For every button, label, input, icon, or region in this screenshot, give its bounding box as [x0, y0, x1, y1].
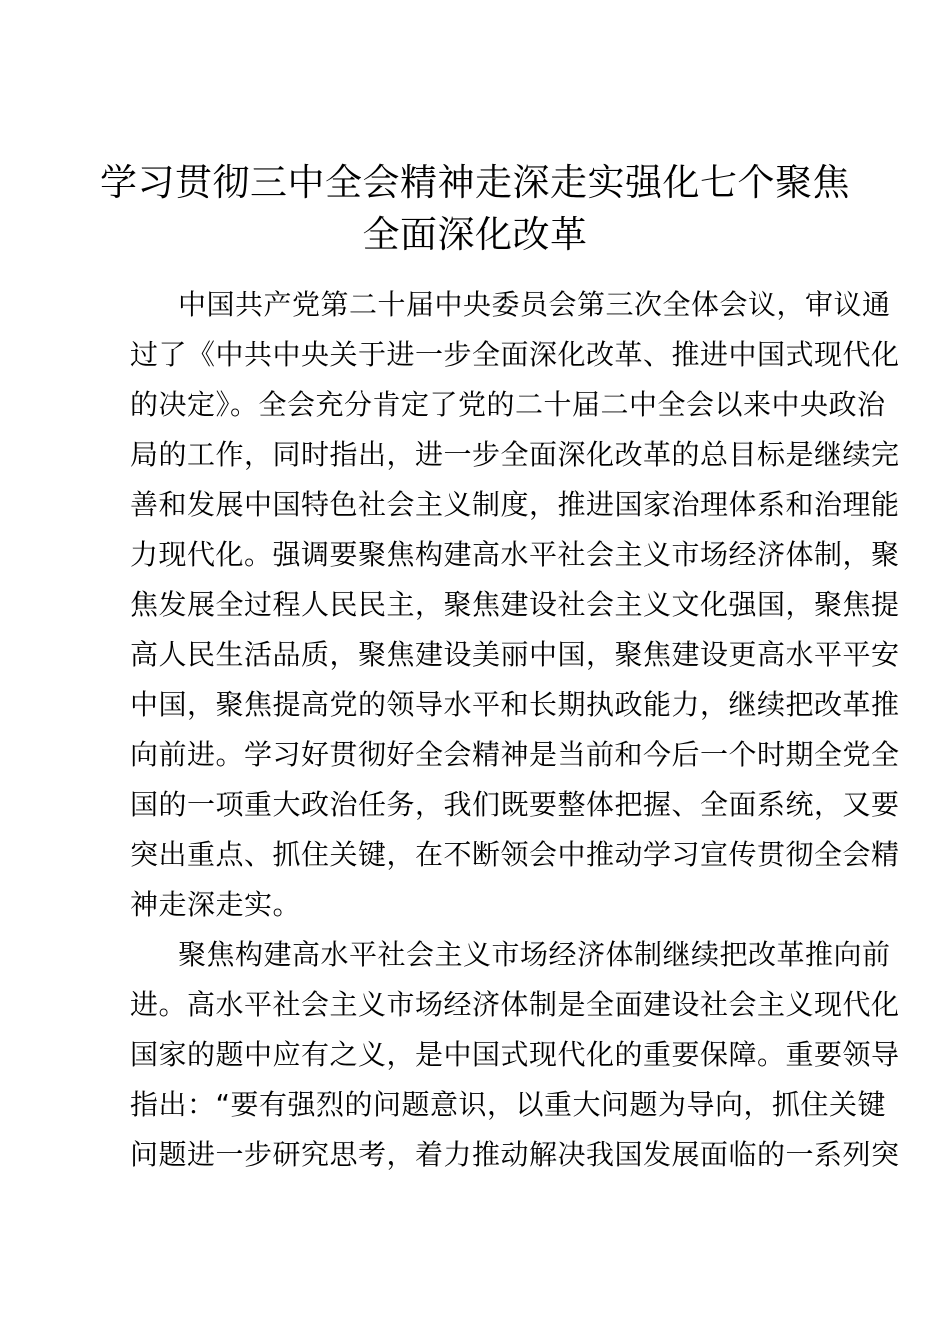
paragraph-line: 焦发展全过程人民民主，聚焦建设社会主义文化强国，聚焦提: [130, 588, 900, 621]
paragraph-line: 中国，聚焦提高党的领导水平和长期执政能力，继续把改革推: [130, 688, 900, 721]
paragraph-line: 神走深走实。: [130, 888, 302, 921]
paragraph-line: 突出重点、抓住关键，在不断领会中推动学习宣传贯彻全会精: [130, 838, 900, 871]
paragraph-line: 国家的题中应有之义，是中国式现代化的重要保障。重要领导: [130, 1038, 900, 1071]
paragraph-line: 高人民生活品质，聚焦建设美丽中国，聚焦建设更高水平平安: [130, 638, 900, 671]
paragraph-line: 国的一项重大政治任务，我们既要整体把握、全面系统，又要: [130, 788, 900, 821]
document-title-line-2: 全面深化改革: [362, 213, 588, 256]
paragraph-line: 聚焦构建高水平社会主义市场经济体制继续把改革推向前: [178, 938, 891, 971]
paragraph-line: 向前进。学习好贯彻好全会精神是当前和今后一个时期全党全: [130, 738, 900, 771]
document-title-line-1: 学习贯彻三中全会精神走深走实强化七个聚焦: [100, 161, 850, 204]
paragraph-line: 善和发展中国特色社会主义制度，推进国家治理体系和治理能: [130, 488, 900, 521]
paragraph-line: 局的工作，同时指出，进一步全面深化改革的总目标是继续完: [130, 438, 900, 471]
paragraph-line: 指出：“要有强烈的问题意识，以重大问题为导向，抓住关键: [130, 1088, 887, 1121]
paragraph-line: 的决定》。全会充分肯定了党的二十届二中全会以来中央政治: [130, 388, 886, 421]
paragraph-line: 力现代化。强调要聚焦构建高水平社会主义市场经济体制，聚: [130, 538, 900, 571]
paragraph-line: 进。高水平社会主义市场经济体制是全面建设社会主义现代化: [130, 988, 900, 1021]
paragraph-line: 过了《中共中央关于进一步全面深化改革、推进中国式现代化: [130, 338, 900, 371]
paragraph-line: 问题进一步研究思考，着力推动解决我国发展面临的一系列突: [130, 1138, 900, 1171]
paragraph-line: 中国共产党第二十届中央委员会第三次全体会议，审议通: [178, 288, 891, 321]
